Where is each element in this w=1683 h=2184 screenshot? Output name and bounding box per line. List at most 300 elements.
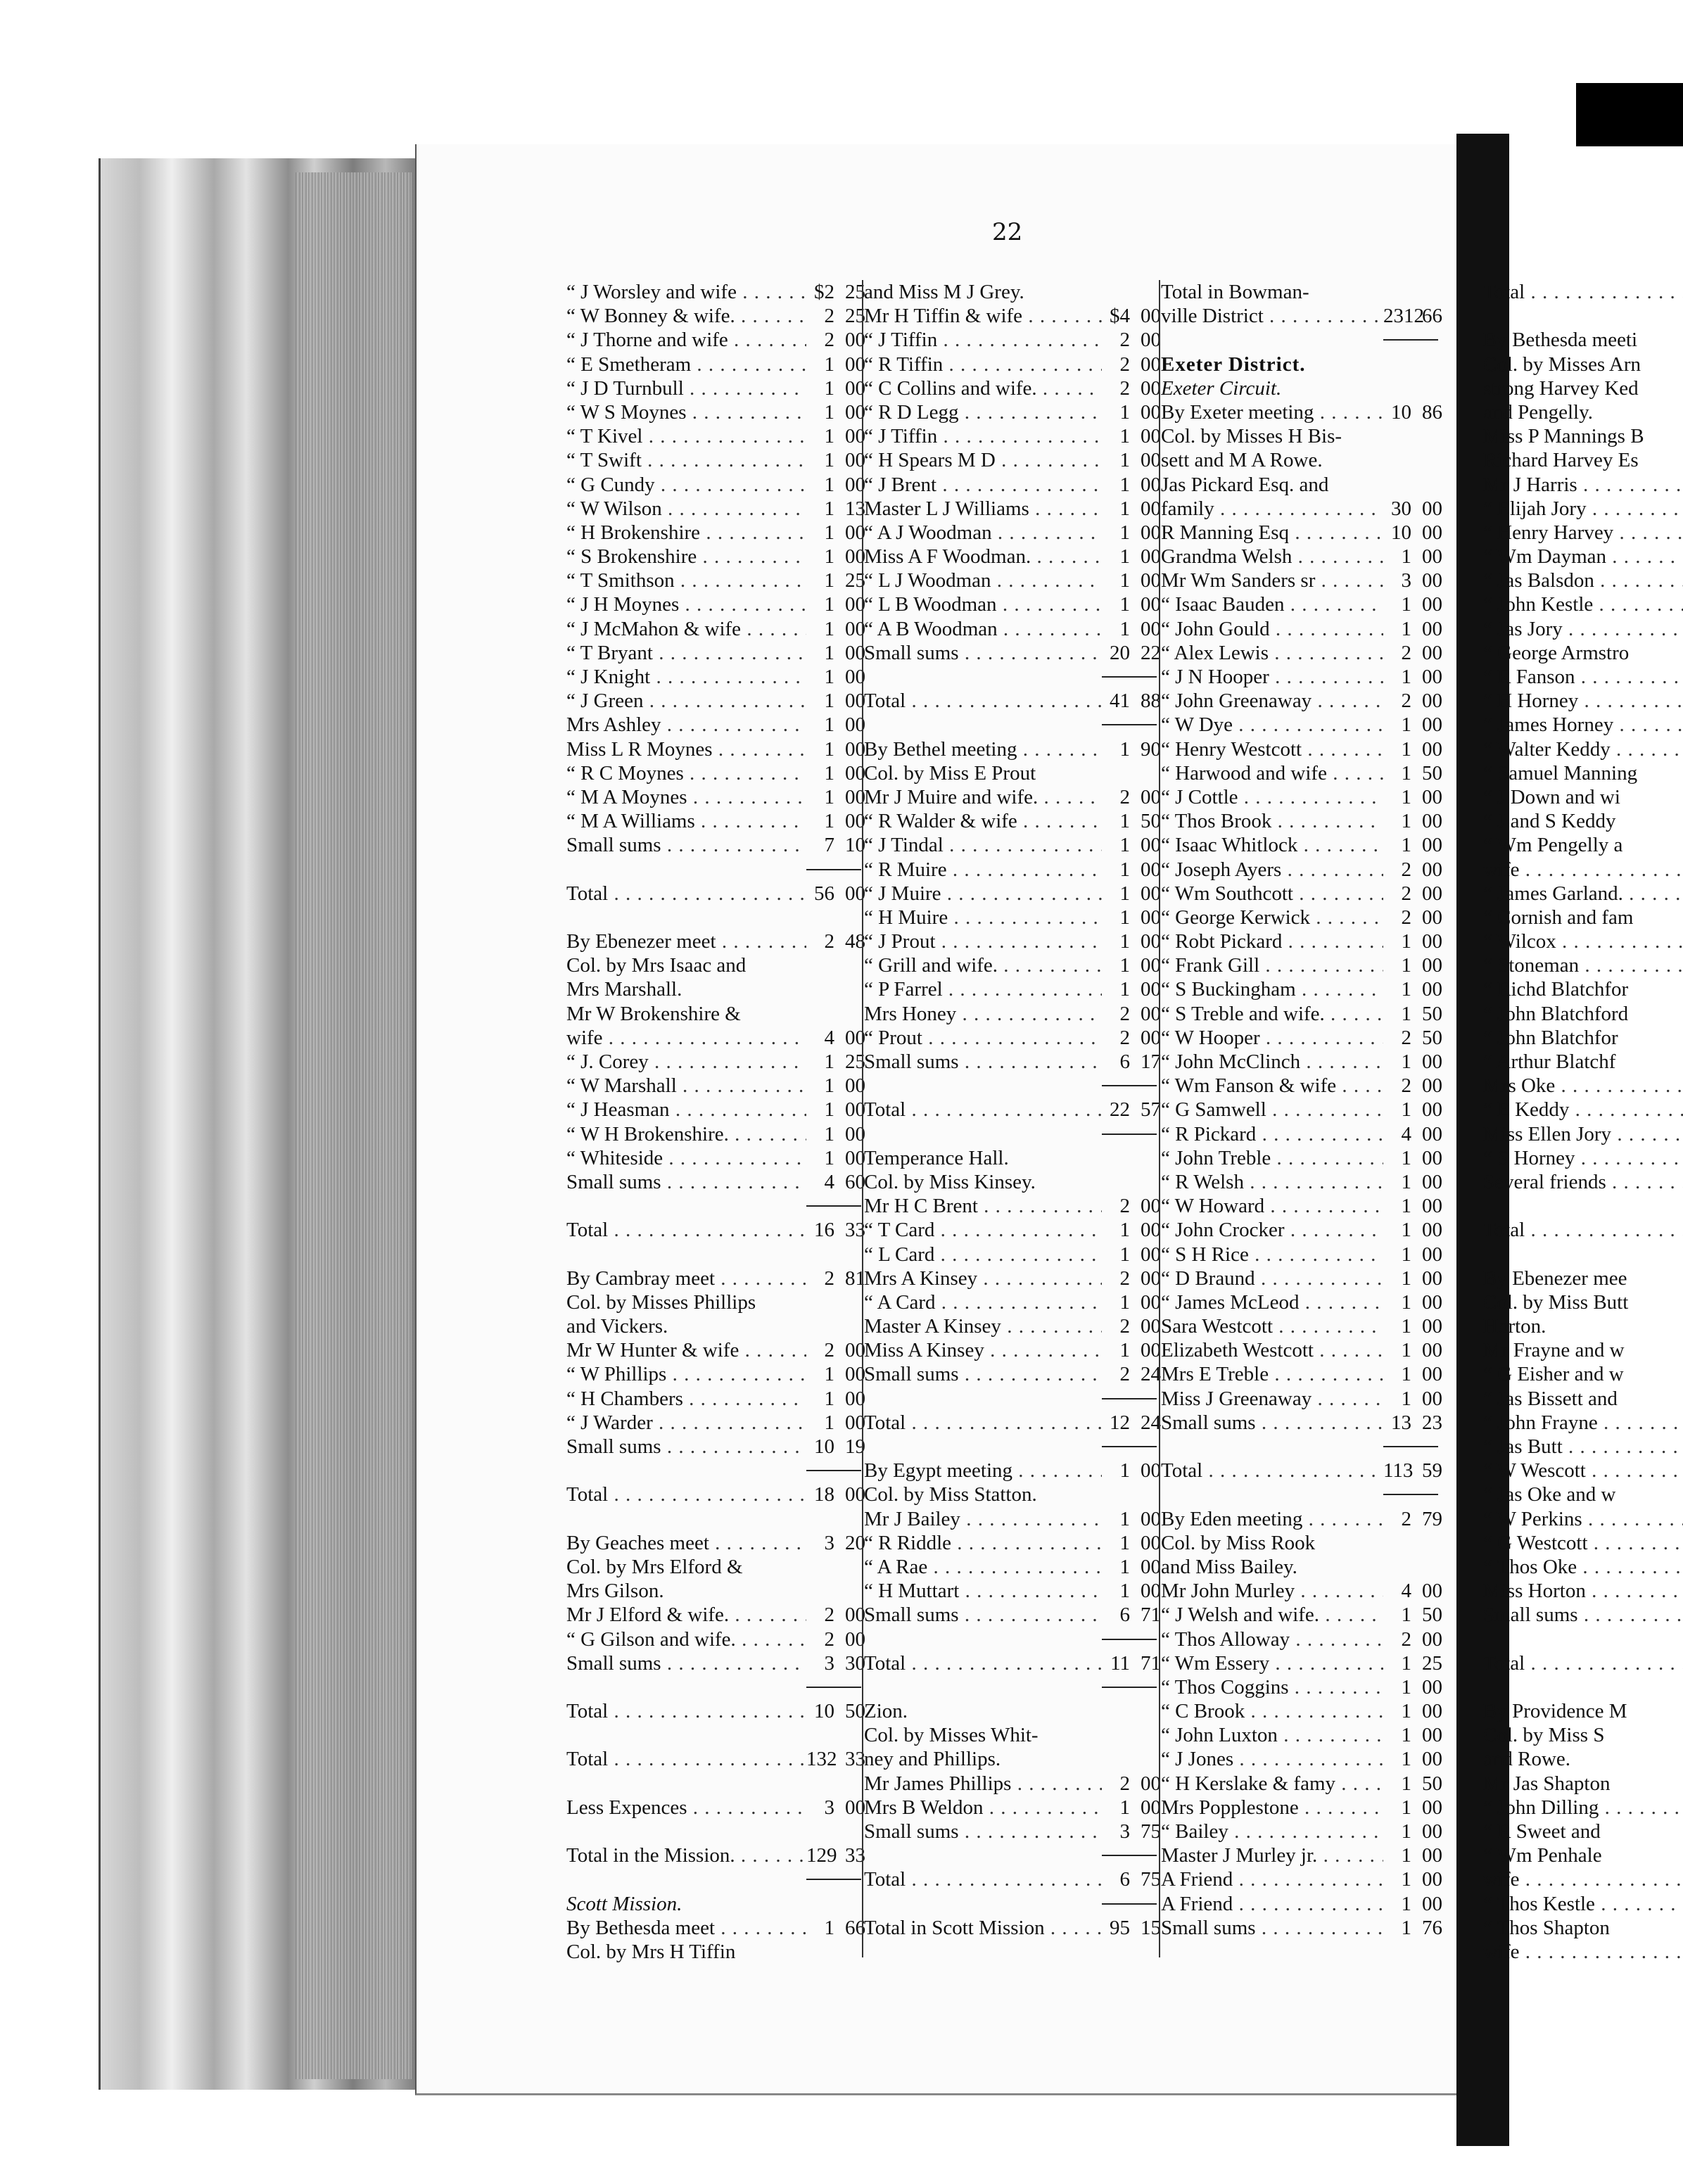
entry-dollars: 2 — [1401, 1074, 1411, 1098]
ledger-entry — [1483, 1459, 1683, 1483]
entry-dollars: 113 — [1383, 1459, 1414, 1483]
entry-cents: 00 — [1422, 545, 1442, 569]
entry-dollars: 56 — [814, 882, 834, 905]
ledger-entry — [1483, 353, 1683, 376]
entry-dollars: 1 — [1401, 1675, 1411, 1699]
entry-cents: 00 — [1422, 690, 1442, 713]
ledger-entry — [1161, 713, 1442, 737]
ledger-entry — [864, 641, 1161, 665]
entry-name: “ G Eisher and w — [1483, 1363, 1624, 1386]
ledger-entry — [864, 1026, 1161, 1050]
ledger-entry — [1483, 473, 1683, 497]
entry-dollars: 1 — [1119, 521, 1130, 544]
entry-cents: 00 — [1141, 1219, 1161, 1242]
entry-name: “ A Card . . . — [864, 1290, 1102, 1314]
entry-cents: 00 — [1422, 1074, 1442, 1098]
entry-name: By Providence M — [1483, 1700, 1627, 1723]
entry-name: “ Thos Oke . . . — [1483, 1555, 1683, 1579]
entry-name: “ Henry Harvey . . . — [1483, 521, 1683, 545]
entry-name: “ Henry Westcott . . . — [1161, 737, 1383, 761]
entry-cents: 10 — [845, 834, 865, 857]
entry-cents: 00 — [1141, 1243, 1161, 1266]
entry-name: strong Harvey Ked — [1483, 376, 1639, 400]
entry-dollars: 1 — [1119, 978, 1130, 1001]
district-heading — [1161, 353, 1442, 376]
ledger-entry — [864, 448, 1161, 472]
entry-name: R Manning Esq . . . — [1161, 521, 1383, 545]
ledger-entry — [566, 521, 865, 545]
ledger-entry — [1483, 977, 1683, 1001]
entry-name: Richard Harvey Es — [1483, 449, 1639, 472]
ledger-entry — [1161, 977, 1442, 1001]
ledger-entry — [566, 641, 865, 665]
entry-cents: 00 — [1141, 376, 1161, 400]
ledger-entry — [1161, 1146, 1442, 1170]
entry-name: Mr W Hunter & wife . . . — [566, 1338, 806, 1362]
entry-name: “ L Card . . . — [864, 1243, 1102, 1266]
entry-name: sett and M A Rowe. — [1161, 449, 1323, 472]
entry-cents: 23 — [1422, 1411, 1442, 1434]
ledger-entry — [566, 1002, 865, 1026]
entry-name: “ J and S Keddy — [1483, 810, 1616, 833]
ledger-entry — [1161, 665, 1442, 689]
entry-cents: 00 — [1141, 497, 1161, 520]
ledger-entry — [566, 882, 865, 906]
entry-name: “ R Muire . . . — [864, 858, 1102, 882]
entry-cents: 00 — [845, 353, 865, 376]
entry-dollars: 1 — [1119, 1531, 1130, 1554]
entry-dollars: 1 — [1401, 1820, 1411, 1843]
entry-dollars: 1 — [824, 353, 834, 376]
entry-dollars: 1 — [824, 1050, 834, 1073]
ledger-entry — [864, 809, 1161, 833]
entry-dollars: 2 — [1119, 376, 1130, 400]
ledger-entry — [864, 521, 1161, 545]
entry-cents: 00 — [1422, 1387, 1442, 1410]
entry-name: “ Samuel Manning — [1483, 761, 1638, 785]
ledger-entry — [1161, 448, 1442, 472]
ledger-entry — [864, 1266, 1161, 1290]
entry-dollars: 2 — [1119, 1315, 1130, 1338]
entry-name: “ J N Hooper . . . — [1161, 665, 1383, 689]
entry-cents: 00 — [845, 617, 865, 640]
entry-dollars: 1 — [1119, 810, 1130, 833]
entry-dollars: 1 — [1401, 1315, 1411, 1338]
entry-name: “ Prout . . . — [864, 1026, 1102, 1050]
entry-dollars: 1 — [1119, 425, 1130, 448]
entry-name: Mr John Murley . . . — [1161, 1579, 1383, 1603]
ledger-entry — [1483, 906, 1683, 929]
entry-dollars: 1 — [824, 617, 834, 640]
entry-name: “ W Wescott . . . — [1483, 1459, 1683, 1483]
entry-name: “ J Tiffin . . . — [864, 328, 1102, 352]
ledger-entry — [1161, 424, 1442, 448]
entry-dollars: 10 — [1391, 521, 1411, 544]
ledger-entry — [1483, 882, 1683, 906]
entry-name: ney and Phillips. — [864, 1748, 1001, 1771]
ledger-entry — [566, 1579, 865, 1603]
ledger-entry — [864, 1747, 1161, 1771]
entry-cents: 00 — [1141, 954, 1161, 977]
entry-name: Mrs A Kinsey . . . — [864, 1266, 1102, 1290]
entry-name: “ J Brent . . . — [864, 473, 1102, 497]
entry-dollars: 1 — [1401, 1916, 1411, 1939]
entry-name: Total . . . — [864, 1098, 1102, 1122]
ledger-entry — [1483, 858, 1683, 882]
entry-cents: 00 — [1141, 1507, 1161, 1530]
entry-name: Miss A F Woodman. . . . — [864, 545, 1102, 569]
ledger-entry — [566, 1170, 865, 1194]
entry-name: “ J Tiffin . . . — [864, 424, 1102, 448]
entry-cents: 76 — [1422, 1916, 1442, 1939]
ledger-entry — [864, 1699, 1161, 1723]
ledger-entry — [566, 280, 865, 304]
ledger-entry — [864, 1916, 1161, 1940]
entry-cents: 00 — [1141, 1531, 1161, 1554]
ledger-entry — [864, 1314, 1161, 1338]
entry-dollars: 2 — [1401, 906, 1411, 929]
entry-dollars: 10 — [814, 1435, 834, 1458]
entry-dollars: 1 — [1119, 400, 1130, 424]
entry-name: “ H Spears M D . . . — [864, 448, 1102, 472]
entry-name: “ R Fanson . . . — [1483, 665, 1683, 689]
entry-name: “ John Luxton . . . — [1161, 1723, 1383, 1747]
ledger-entry — [1161, 376, 1442, 400]
ledger-entry — [1161, 1243, 1442, 1266]
entry-name: Col. by Mrs Isaac and — [566, 954, 747, 977]
entry-cents: 00 — [1141, 1026, 1161, 1049]
ledger-entry — [1161, 1531, 1442, 1555]
entry-cents: 00 — [1141, 449, 1161, 472]
ledger-entry — [1161, 473, 1442, 497]
ledger-entry — [864, 1362, 1161, 1386]
entry-name: “ R Walder & wife . . . — [864, 809, 1102, 833]
entry-name: “ Grill and wife. . . . — [864, 953, 1102, 977]
blank-line — [566, 1243, 865, 1266]
ledger-entry — [1483, 1266, 1683, 1290]
ledger-entry — [566, 1603, 865, 1627]
entry-name: Mrs Gilson. — [566, 1580, 664, 1603]
ledger-entry — [1161, 858, 1442, 882]
entry-name: Small sums . . . — [566, 1170, 806, 1194]
entry-name: Total . . . — [864, 1867, 1102, 1891]
ledger-entry — [1483, 1843, 1683, 1867]
entry-name: “ J. Corey . . . — [566, 1050, 806, 1074]
entry-dollars: 6 — [1119, 1050, 1130, 1073]
entry-dollars: 1 — [1119, 858, 1130, 881]
entry-dollars: 2 — [1119, 1026, 1130, 1049]
ledger-entry — [1483, 761, 1683, 785]
entry-cents: 00 — [845, 641, 865, 664]
entry-name: “ Wm Essery . . . — [1161, 1651, 1383, 1675]
entry-cents: 25 — [845, 305, 865, 328]
ledger-entry — [864, 1002, 1161, 1026]
entry-cents: 00 — [1422, 593, 1442, 616]
entry-name: “ Wm Penhale — [1483, 1844, 1602, 1867]
ledger-entry — [1161, 545, 1442, 569]
entry-dollars: 2 — [1119, 1363, 1130, 1386]
entry-cents: 33 — [845, 1844, 865, 1867]
entry-name: “ Isaac Whitlock . . . — [1161, 833, 1383, 857]
ledger-entry — [566, 1916, 865, 1940]
entry-name: Col. by Miss Kinsey. — [864, 1170, 1036, 1193]
entry-name: Mr James Phillips . . . — [864, 1772, 1102, 1796]
ledger-entry — [1483, 1170, 1683, 1194]
ledger-entry — [864, 280, 1161, 304]
entry-name: “ C Brook . . . — [1161, 1699, 1383, 1723]
ledger-entry — [1161, 833, 1442, 857]
ledger-entry — [1483, 1699, 1683, 1723]
entry-name: and Miss M J Grey. — [864, 281, 1024, 303]
ledger-entry — [566, 1555, 865, 1579]
ledger-entry — [566, 1411, 865, 1435]
entry-cents: 24 — [1141, 1363, 1161, 1386]
ledger-entry — [566, 689, 865, 713]
entry-name: Col. by Miss E Prout — [864, 761, 1036, 785]
entry-dollars: 2 — [1119, 353, 1130, 376]
entry-name: “ Frank Gill . . . — [1161, 953, 1383, 977]
entry-name: “ E Smetheram . . . — [566, 353, 806, 376]
entry-name: By Bethesda meet . . . — [566, 1916, 806, 1940]
entry-cents: 00 — [1422, 978, 1442, 1001]
ledger-entry — [864, 761, 1161, 785]
entry-cents: 00 — [1422, 1219, 1442, 1242]
entry-name: ville District . . . — [1161, 304, 1383, 328]
ledger-entry — [1483, 569, 1683, 592]
entry-name: “ M A Moynes . . . — [566, 785, 806, 809]
ledger-entry — [1161, 1747, 1442, 1771]
entry-name: Small sums . . . — [1161, 1411, 1383, 1435]
entry-dollars: 1 — [824, 810, 834, 833]
ledger-entry — [864, 1146, 1161, 1170]
entry-name: Total . . . — [566, 882, 806, 906]
entry-cents: 00 — [1422, 1675, 1442, 1699]
entry-cents: 00 — [1141, 1580, 1161, 1603]
entry-cents: 00 — [1141, 425, 1161, 448]
entry-dollars: 1 — [1401, 593, 1411, 616]
entry-name: A Friend . . . — [1161, 1892, 1383, 1916]
entry-name: “ C Collins and wife. . . . — [864, 376, 1102, 400]
entry-dollars: 1 — [1401, 834, 1411, 857]
entry-name: “ John Treble . . . — [1161, 1146, 1383, 1170]
ledger-entry — [1483, 545, 1683, 569]
entry-name: “ T Kivel . . . — [566, 424, 806, 448]
entry-cents: 00 — [1141, 882, 1161, 905]
ledger-entry — [1483, 1290, 1683, 1314]
entry-name: “ G Gilson and wife. . . . — [566, 1627, 806, 1651]
entry-dollars: 2 — [1401, 882, 1411, 905]
entry-name: Miss L R Moynes . . . — [566, 737, 806, 761]
entry-cents: 00 — [1422, 569, 1442, 592]
entry-name: “ Whiteside . . . — [566, 1146, 806, 1170]
entry-dollars: 1 — [824, 449, 834, 472]
entry-dollars: 1 — [1401, 1651, 1411, 1675]
entry-dollars: 2 — [1119, 1772, 1130, 1795]
total-rule — [864, 1387, 1161, 1411]
entry-cents: 25 — [1422, 1651, 1442, 1675]
entry-cents: 00 — [845, 425, 865, 448]
ledger-entry — [566, 665, 865, 689]
ledger-entry — [566, 1796, 865, 1820]
entry-dollars: 2 — [824, 1339, 834, 1362]
entry-dollars: 10 — [814, 1700, 834, 1723]
total-rule — [864, 1675, 1161, 1699]
entry-name: “ R Riddle . . . — [864, 1531, 1102, 1555]
ledger-entry — [864, 977, 1161, 1001]
entry-dollars: 1 — [824, 690, 834, 713]
ledger-entry — [864, 592, 1161, 616]
entry-name: Mrs Honey . . . — [864, 1002, 1102, 1026]
ledger-entry — [1161, 953, 1442, 977]
entry-dollars: 1 — [1119, 569, 1130, 592]
ledger-entry — [566, 1483, 865, 1506]
entry-cents: 00 — [845, 449, 865, 472]
entry-cents: 60 — [845, 1170, 865, 1193]
entry-dollars: 1 — [1401, 1098, 1411, 1122]
entry-name: “ S Buckingham . . . — [1161, 977, 1383, 1001]
ledger-entry — [566, 1627, 865, 1651]
ledger-entry — [1161, 1362, 1442, 1386]
entry-dollars: 2 — [1401, 858, 1411, 881]
entry-name: “ A J Woodman . . . — [864, 521, 1102, 545]
entry-name: Exeter District. — [1161, 353, 1306, 376]
ledger-entry — [1161, 617, 1442, 641]
ledger-entry — [1483, 376, 1683, 400]
ledger-entry — [864, 1579, 1161, 1603]
entry-cents: 00 — [1422, 1098, 1442, 1122]
entry-name: Mr Jas Shapton — [1483, 1772, 1611, 1795]
entry-name: wife . . . — [1483, 1940, 1683, 1964]
entry-name: Small sums . . . — [864, 641, 1102, 665]
entry-dollars: 1 — [1401, 1868, 1411, 1891]
ledger-entry — [1161, 1194, 1442, 1218]
entry-name: Total . . . — [1161, 1459, 1383, 1483]
entry-name: “ H Muttart . . . — [864, 1579, 1102, 1603]
entry-name: “ R Tiffin . . . — [864, 353, 1102, 376]
ledger-entry — [566, 1218, 865, 1242]
entry-cents: 00 — [845, 1411, 865, 1434]
ledger-entry — [1483, 1026, 1683, 1050]
ledger-entry — [1483, 1747, 1683, 1771]
entry-cents: 00 — [1422, 785, 1442, 808]
entry-dollars: 2 — [1401, 1507, 1411, 1530]
entry-name: “ John Crocker . . . — [1161, 1218, 1383, 1242]
entry-name: “ John McClinch . . . — [1161, 1050, 1383, 1074]
entry-dollars: 12 — [1110, 1411, 1130, 1434]
ledger-entry — [1483, 1362, 1683, 1386]
entry-name: “ W Bonney & wife. . . . — [566, 304, 806, 328]
ledger-entry — [864, 1338, 1161, 1362]
entry-name: Col. by Mrs H Tiffin — [566, 1940, 736, 1963]
entry-name: “ Jas Bissett and — [1483, 1387, 1618, 1410]
entry-name: Total . . . — [864, 689, 1102, 713]
entry-cents: 00 — [845, 1026, 865, 1049]
entry-dollars: 1 — [824, 569, 834, 592]
ledger-entry — [1483, 1483, 1683, 1506]
entry-dollars: 1 — [1119, 545, 1130, 569]
entry-cents: 00 — [1422, 834, 1442, 857]
ledger-entry — [1483, 1772, 1683, 1796]
ledger-entry — [1483, 1916, 1683, 1940]
entry-cents: 50 — [845, 1700, 865, 1723]
blank-line — [1483, 1194, 1683, 1218]
entry-name: Col. by Misses Whit- — [864, 1724, 1039, 1747]
ledger-entry — [566, 545, 865, 569]
entry-name: Miss Ellen Jory . . . — [1483, 1122, 1683, 1146]
ledger-entry — [864, 569, 1161, 592]
ledger-entry — [1483, 1507, 1683, 1531]
ledger-entry — [1483, 424, 1683, 448]
entry-dollars: 1 — [1401, 954, 1411, 977]
entry-name: “ R C Moynes . . . — [566, 761, 806, 785]
entry-dollars: 1 — [1119, 1290, 1130, 1314]
entry-dollars: 1 — [824, 1074, 834, 1098]
entry-cents: 00 — [845, 329, 865, 352]
entry-dollars: 1 — [824, 376, 834, 400]
ledger-entry — [1161, 1579, 1442, 1603]
ledger-entry — [566, 1747, 865, 1771]
entry-name: “ Bailey . . . — [1161, 1820, 1383, 1843]
ledger-entry — [864, 617, 1161, 641]
entry-name: “ Wm Pengelly a — [1483, 834, 1623, 857]
entry-name: “ J Jones . . . — [1161, 1747, 1383, 1771]
entry-name: Exeter Circuit. — [1161, 376, 1282, 400]
entry-cents: 00 — [1422, 1868, 1442, 1891]
entry-cents: 00 — [845, 666, 865, 688]
ledger-entry — [1161, 1002, 1442, 1026]
entry-cents: 57 — [1141, 1098, 1161, 1122]
entry-name: “ E Keddy . . . — [1483, 1098, 1683, 1122]
ledger-entry — [864, 353, 1161, 376]
entry-name: “ W Howard . . . — [1161, 1194, 1383, 1218]
entry-name: “ G Samwell . . . — [1161, 1098, 1383, 1122]
ledger-entry — [864, 1050, 1161, 1074]
ledger-entry — [566, 1435, 865, 1459]
entry-dollars: 1 — [1119, 497, 1130, 520]
ledger-entry — [1161, 304, 1442, 328]
entry-name: Mr Frayne and w — [1483, 1339, 1625, 1362]
entry-name: “ L B Woodman . . . — [864, 592, 1102, 616]
entry-cents: 00 — [845, 1146, 865, 1169]
entry-dollars: 1 — [824, 473, 834, 496]
entry-dollars: 13 — [1391, 1411, 1411, 1434]
ledger-entry — [864, 1555, 1161, 1579]
blank-line — [566, 1723, 865, 1747]
entry-dollars: 1 — [1119, 1339, 1130, 1362]
entry-name: “ Robt Pickard . . . — [1161, 929, 1383, 953]
entry-cents: 50 — [1422, 1026, 1442, 1049]
ledger-entry — [1483, 1411, 1683, 1435]
entry-dollars: 1 — [1119, 1243, 1130, 1266]
entry-dollars: 1 — [1119, 1555, 1130, 1578]
entry-dollars: 2 — [1119, 329, 1130, 352]
entry-name: Master L J Williams . . . — [864, 497, 1102, 521]
ledger-entry — [566, 737, 865, 761]
ledger-entry — [1483, 1651, 1683, 1675]
ledger-entry — [1161, 785, 1442, 809]
entry-name: “ Arthur Blatchf — [1483, 1050, 1616, 1073]
entry-cents: 00 — [1422, 1243, 1442, 1266]
entry-cents: 00 — [845, 1796, 865, 1819]
entry-name: “ P Farrel . . . — [864, 977, 1102, 1001]
total-rule — [864, 1122, 1161, 1146]
entry-dollars: 1 — [824, 785, 834, 808]
entry-cents: 00 — [1422, 1170, 1442, 1193]
entry-name: “ H Muire . . . — [864, 906, 1102, 929]
entry-cents: 00 — [1422, 713, 1442, 737]
entry-name: Mrs E Treble . . . — [1161, 1362, 1383, 1386]
entry-dollars: 1 — [1401, 1146, 1411, 1169]
